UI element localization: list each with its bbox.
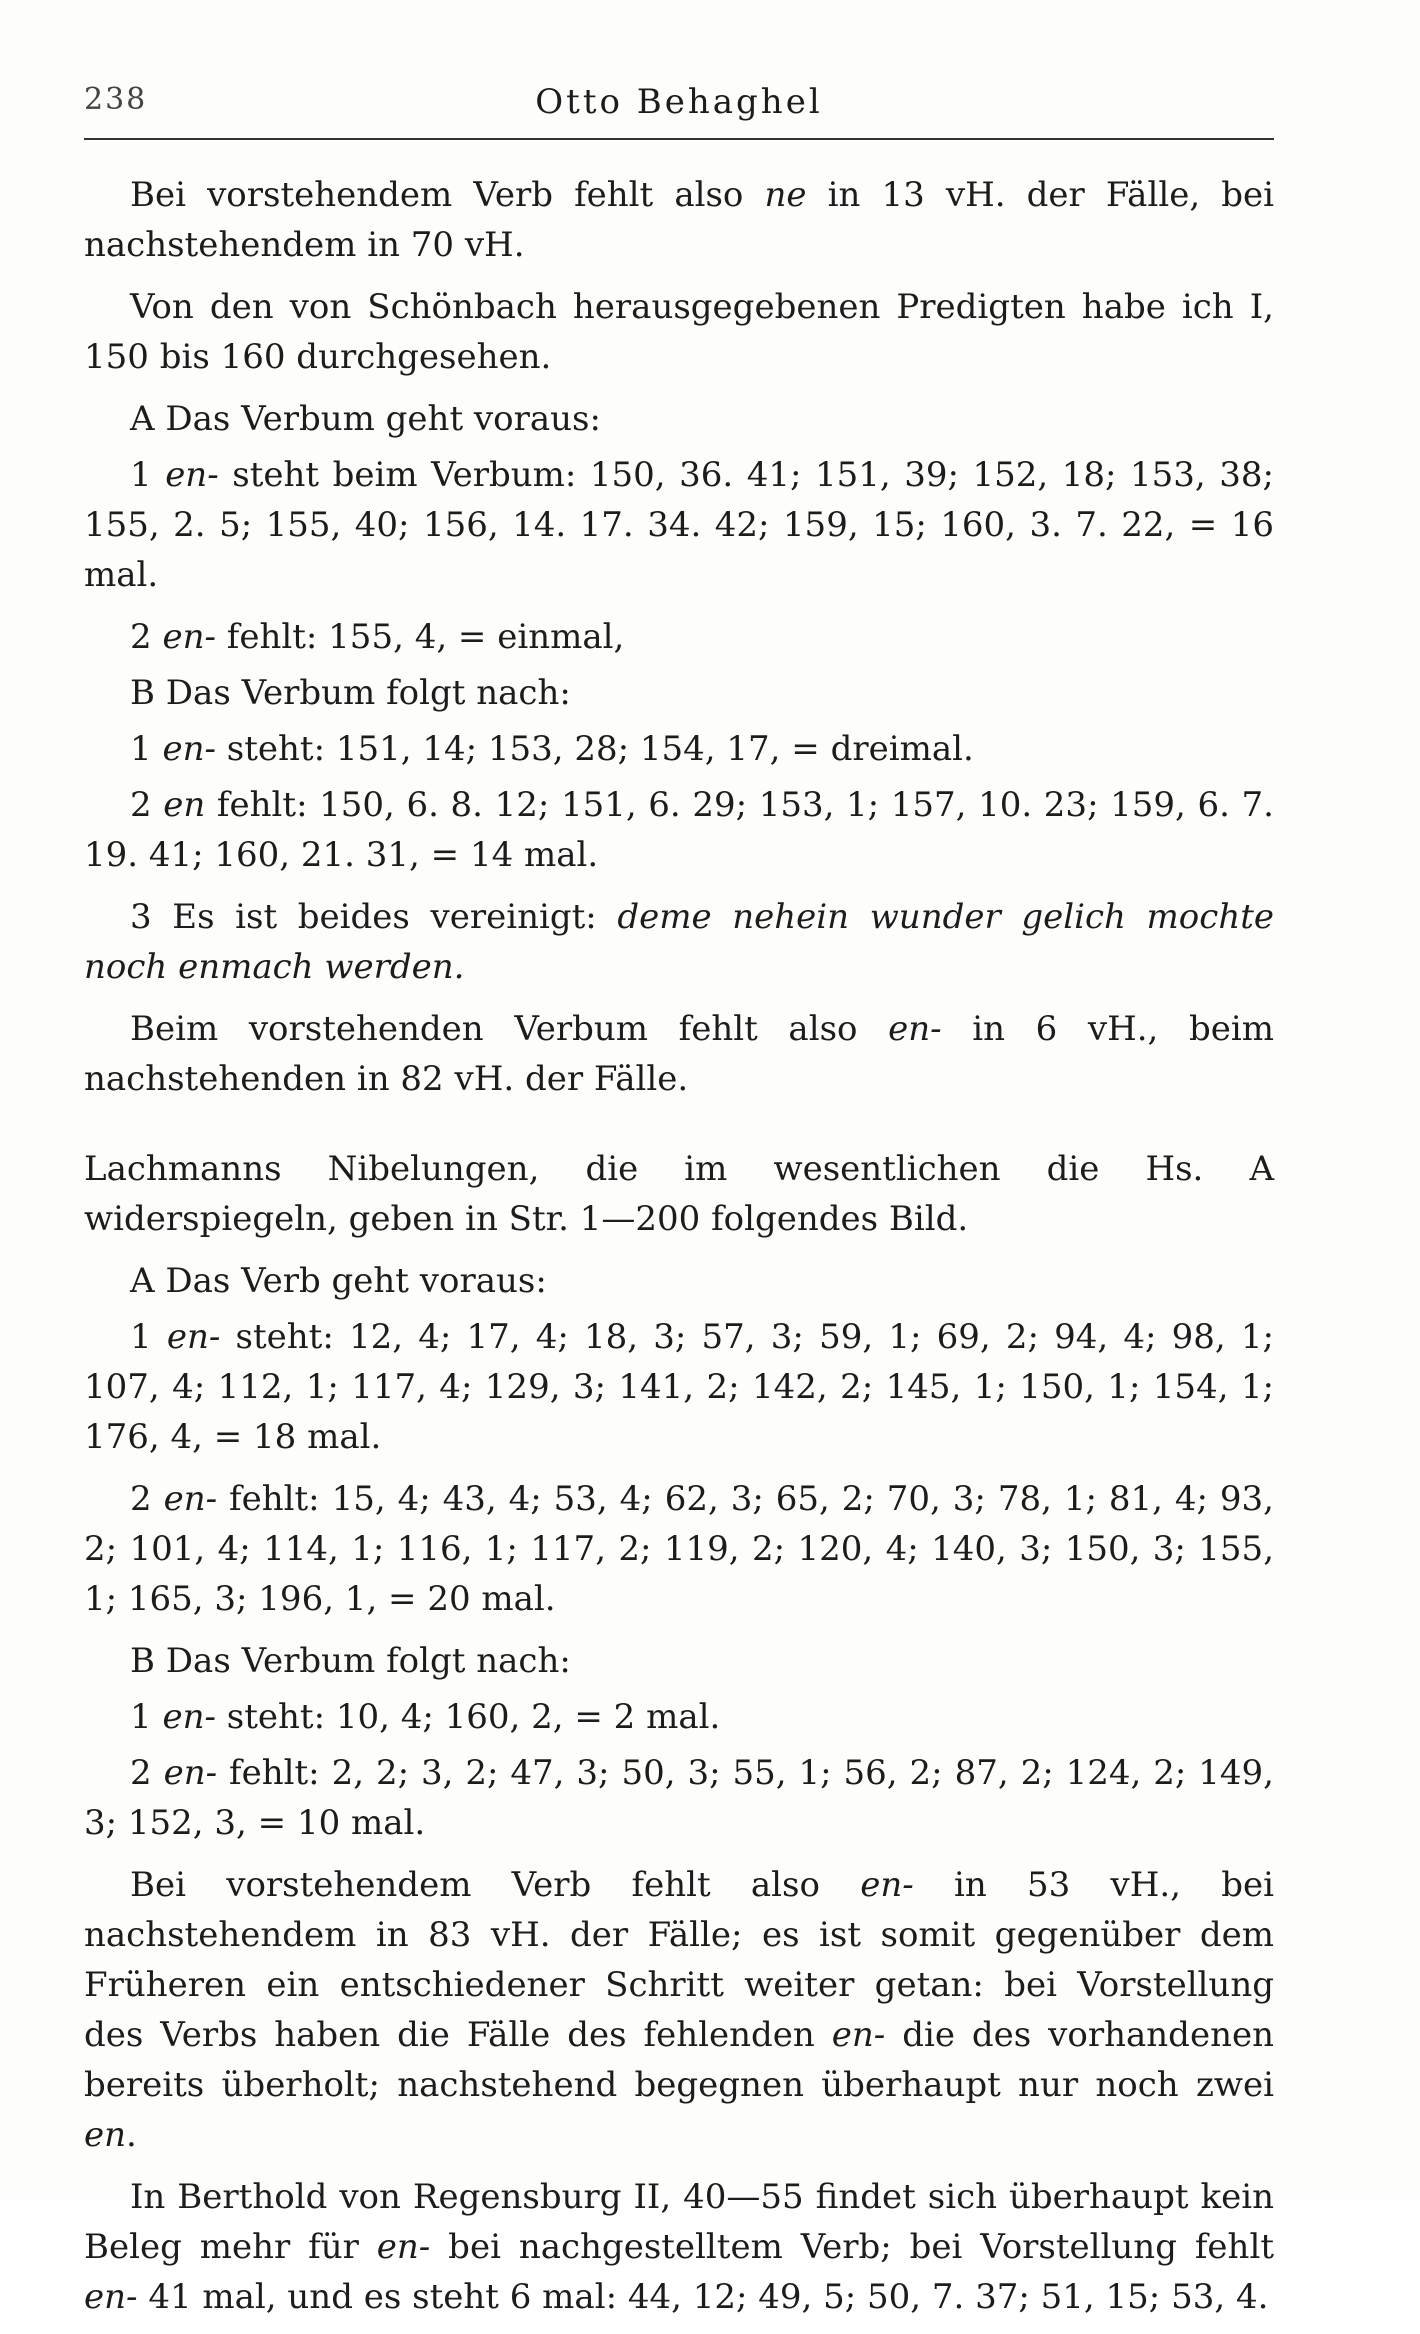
summary-paragraph: Beim vorstehenden Verbum fehlt also en- in 6 vH., beim nachstehenden in 82 vH. der Fälle. (84, 1009, 1274, 1099)
paragraph-nibelungen: Lachmanns Nibelungen, die im wesentlichen die Hs. A widerspiegeln, geben in Str. 1—200 folgendes Bild. (84, 1149, 1274, 1239)
header-rule (84, 138, 1274, 140)
paragraph-2: Von den von Schönbach herausgegebenen Predigten habe ich I, 150 bis 160 durchgesehen. (84, 287, 1274, 377)
paragraph-1: Bei vorstehendem Verb fehlt also ne in 13 vH. der Fälle, bei nachstehendem in 70 vH. (84, 175, 1274, 265)
list-item: 3 Es ist beides vereinigt: deme nehein wunder gelich mochte noch enmach werden. (84, 897, 1274, 987)
list-item: 2 en- fehlt: 2, 2; 3, 2; 47, 3; 50, 3; 55, 1; 56, 2; 87, 2; 124, 2; 149, 3; 152, 3, = 10 mal. (84, 1753, 1274, 1843)
page-number: 238 (84, 82, 148, 117)
list-item: 1 en- steht: 12, 4; 17, 4; 18, 3; 57, 3; 59, 1; 69, 2; 94, 4; 98, 1; 107, 4; 112, 1; 117, 4; 129, 3; 141, 2; 142, 2; 145, 1; 150, 1; 154, 1; 176, 4, = 18 mal. (84, 1317, 1274, 1457)
page-header (84, 82, 1274, 132)
section-heading-b: B Das Verbum folgt nach: (130, 673, 571, 713)
list-item: 2 en fehlt: 150, 6. 8. 12; 151, 6. 29; 153, 1; 157, 10. 23; 159, 6. 7. 19. 41; 160, 21. 31, = 14 mal. (84, 785, 1274, 875)
list-item: 1 en- steht: 10, 4; 160, 2, = 2 mal. (130, 1697, 721, 1737)
section-heading-a: A Das Verb geht voraus: (130, 1261, 547, 1301)
list-item: 2 en- fehlt: 155, 4, = einmal, (130, 617, 625, 657)
list-item: 1 en- steht beim Verbum: 150, 36. 41; 151, 39; 152, 18; 153, 38; 155, 2. 5; 155, 40; 156, 14. 17. 34. 42; 159, 15; 160, 3. 7. 22, = 16 mal. (84, 455, 1274, 595)
list-item: 1 en- steht: 151, 14; 153, 28; 154, 17, = dreimal. (130, 729, 974, 769)
running-title: Otto Behaghel (535, 82, 823, 122)
paragraph-berthold: In Berthold von Regensburg II, 40—55 findet sich überhaupt kein Beleg mehr für en- bei nachgestelltem Verb; bei Vorstellung fehlt en- 41 mal, und es steht 6 mal: 44, 12; 49, 5; 50, 7. 37; 51, 15; 53, 4. (84, 2177, 1274, 2317)
section-heading-a: A Das Verbum geht voraus: (130, 399, 601, 439)
summary-paragraph: Bei vorstehendem Verb fehlt also en- in 53 vH., bei nachstehendem in 83 vH. der Fälle; es ist somit gegenüber dem Früheren ein entschiedener Schritt weiter getan: bei Vorstellung des Verbs haben die Fälle des fehlenden en- die des vorhandenen bereits überholt; nachstehend begegnen überhaupt nur noch zwei en. (84, 1865, 1275, 2155)
body-text (84, 170, 1274, 2334)
section-heading-b: B Das Verbum folgt nach: (130, 1641, 571, 1681)
list-item: 2 en- fehlt: 15, 4; 43, 4; 53, 4; 62, 3; 65, 2; 70, 3; 78, 1; 81, 4; 93, 2; 101, 4; 114, 1; 116, 1; 117, 2; 119, 2; 120, 4; 140, 3; 150, 3; 155, 1; 165, 3; 196, 1, = 20 mal. (84, 1479, 1274, 1619)
